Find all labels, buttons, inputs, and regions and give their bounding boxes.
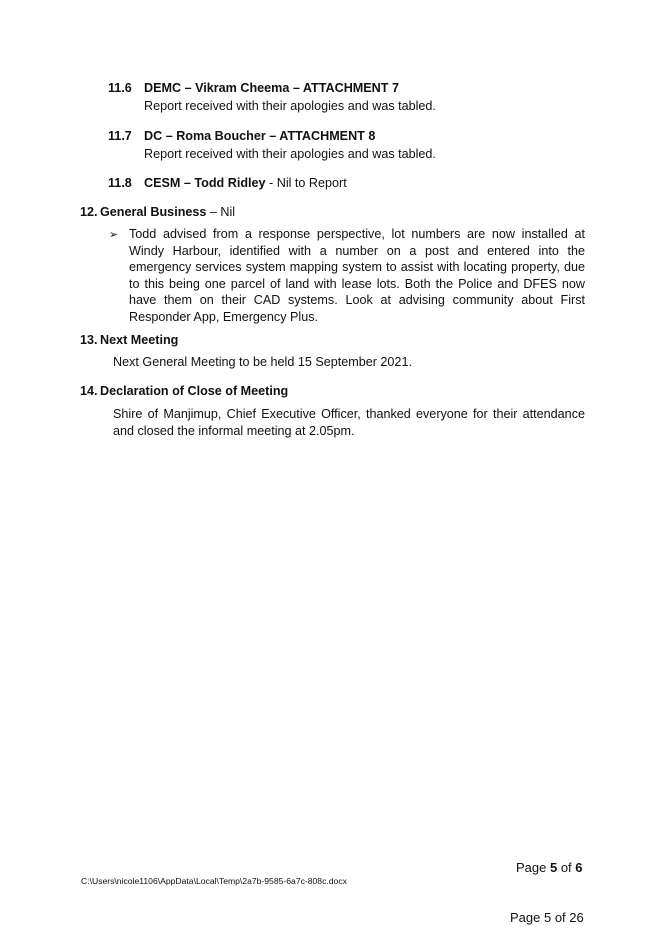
section-13-heading bbox=[80, 333, 178, 347]
file-path: C:\Users\nicole1106\AppData\Local\Temp\2a7b-9585-6a7c-808c.docx bbox=[81, 876, 347, 886]
section-title: Next Meeting bbox=[100, 333, 179, 347]
section-12-heading bbox=[80, 205, 235, 219]
section-title: General Business bbox=[100, 205, 207, 219]
item-11-6-body: Report received with their apologies and was tabled. bbox=[144, 99, 436, 113]
item-title: DEMC – Vikram Cheema – ATTACHMENT 7 bbox=[144, 81, 399, 95]
inner-page-number bbox=[516, 860, 583, 875]
page-current: 5 bbox=[549, 860, 558, 875]
item-11-6-heading bbox=[108, 81, 399, 95]
item-11-7-heading bbox=[108, 129, 375, 143]
section-title: Declaration of Close of Meeting bbox=[100, 384, 289, 398]
section-12-bullet-text: Todd advised from a response perspective, lot numbers are now installed at Windy Harbour, identified with a number on a post and entered into the emergency services system mapping system to assist with locating property, due to this being one parcel of land with lease lots. Both the Police and DFES now have them on their CAD systems. Look at advising community about First Responder App, Emergency Plus. bbox=[129, 227, 585, 324]
item-11-8-heading bbox=[108, 176, 347, 190]
item-11-7-body: Report received with their apologies and was tabled. bbox=[144, 147, 436, 161]
section-suffix: – Nil bbox=[206, 205, 236, 219]
outer-page-number: Page 5 of 26 bbox=[510, 910, 584, 925]
section-number: 14. bbox=[80, 384, 98, 398]
section-13-body: Next General Meeting to be held 15 September 2021. bbox=[113, 355, 412, 369]
item-title: DC – Roma Boucher – ATTACHMENT 8 bbox=[144, 129, 376, 143]
item-number: 11.8 bbox=[108, 176, 132, 190]
section-number: 12. bbox=[80, 205, 98, 219]
item-number: 11.6 bbox=[108, 81, 132, 95]
page-of: of bbox=[557, 860, 576, 875]
section-14-heading bbox=[80, 384, 288, 398]
section-number: 13. bbox=[80, 333, 98, 347]
section-14-body: Shire of Manjimup, Chief Executive Officer, thanked everyone for their attendance and closed the informal meeting at 2.05pm. bbox=[113, 407, 585, 438]
item-number: 11.7 bbox=[108, 129, 132, 143]
bullet-arrow-icon: ➢ bbox=[109, 229, 119, 241]
item-title: CESM – Todd Ridley bbox=[144, 176, 266, 190]
page-total: 6 bbox=[575, 860, 583, 875]
page-word: Page bbox=[516, 860, 550, 875]
item-suffix: - Nil to Report bbox=[265, 176, 347, 190]
